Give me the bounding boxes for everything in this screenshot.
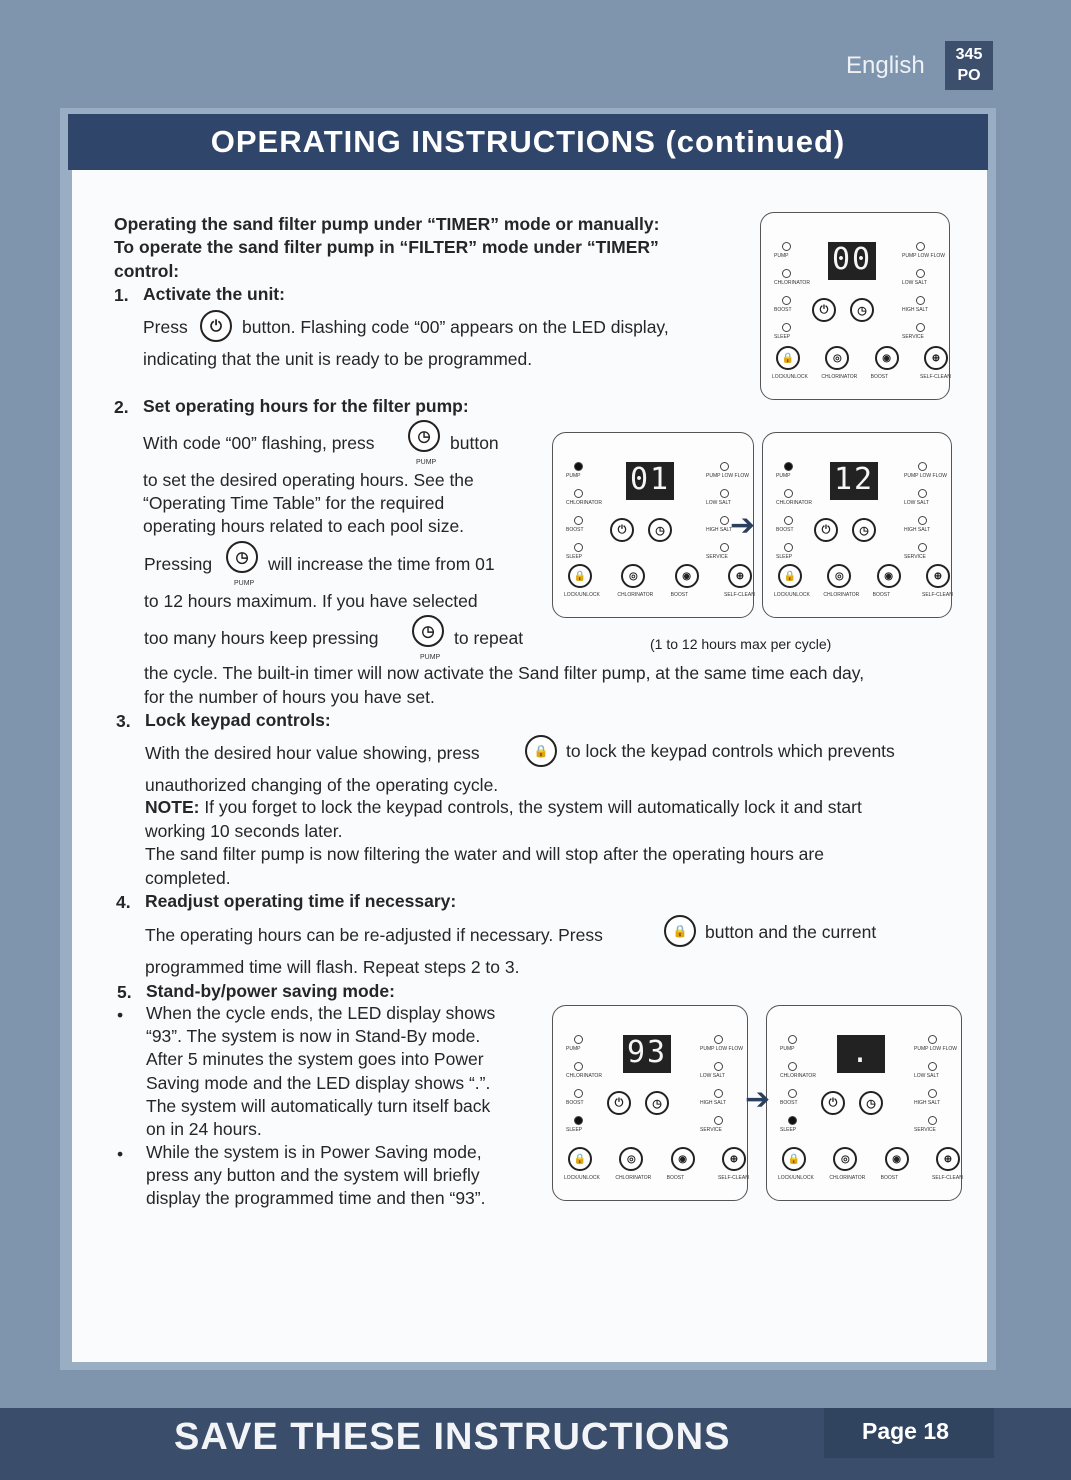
led-display: 93 — [623, 1035, 671, 1073]
button-label: SELF-CLEAN — [724, 592, 755, 598]
button-label: SELF-CLEAN — [920, 374, 951, 380]
note-label: NOTE: — [145, 797, 200, 817]
self-clean-icon: ⊕ — [926, 564, 950, 588]
timer-pump-icon: ◷ — [648, 518, 672, 542]
indicator-label: HIGH SALT — [904, 527, 931, 533]
lock-icon: 🔒 — [782, 1147, 806, 1171]
indicator-led — [788, 1035, 797, 1044]
indicator-label: BOOST — [776, 527, 794, 533]
indicator-led — [714, 1035, 723, 1044]
indicator-led — [720, 516, 729, 525]
indicator-led — [720, 543, 729, 552]
button-label: BOOST — [870, 374, 889, 380]
indicator-led — [928, 1035, 937, 1044]
pump-icon-label: PUMP — [420, 654, 441, 661]
pump-icon-label: PUMP — [416, 459, 437, 466]
indicator-label: SLEEP — [566, 554, 583, 560]
indicator-led — [916, 269, 925, 278]
intro-line: control: — [114, 261, 180, 281]
indicator-label: LOW SALT — [904, 500, 929, 506]
timer-pump-icon: ◷ — [412, 615, 444, 647]
button-label: BOOST — [666, 1175, 685, 1181]
indicator-label: HIGH SALT — [700, 1100, 727, 1106]
step-text: to lock the keypad controls which prevents — [566, 741, 895, 761]
button-label: SELF-CLEAN — [932, 1175, 963, 1181]
indicator-label: LOW SALT — [706, 500, 731, 506]
indicator-label: CHLORINATOR — [774, 280, 810, 286]
button-label: LOCK/UNLOCK — [564, 592, 600, 598]
indicator-led — [928, 1062, 937, 1071]
product-code-top: 345 — [955, 46, 983, 63]
step-heading: Activate the unit: — [143, 284, 285, 304]
indicator-label: PUMP LOW FLOW — [902, 253, 945, 259]
step-text: display the programmed time and then “93”. — [146, 1188, 486, 1208]
product-code-badge — [945, 41, 993, 90]
power-icon: ⏻ — [821, 1091, 845, 1115]
intro-line: To operate the sand filter pump in “FILTER” mode under “TIMER” — [114, 237, 659, 257]
step-heading: Readjust operating time if necessary: — [145, 891, 457, 911]
step-text: to set the desired operating hours. See the — [143, 470, 474, 490]
step-text: Press — [143, 317, 188, 337]
indicator-led — [788, 1089, 797, 1098]
step-text: will increase the time from 01 — [268, 554, 495, 574]
step-text: While the system is in Power Saving mode, — [146, 1142, 482, 1162]
step-text: Saving mode and the LED display shows “.”. — [146, 1073, 491, 1093]
indicator-label: SERVICE — [902, 334, 924, 340]
step-text: operating hours related to each pool size. — [143, 516, 465, 536]
step-text: programmed time will flash. Repeat steps 2 to 3. — [145, 957, 520, 977]
button-label: CHLORINATOR — [823, 592, 860, 598]
indicator-led — [918, 543, 927, 552]
indicator-led — [916, 296, 925, 305]
self-clean-icon: ⊕ — [936, 1147, 960, 1171]
bullet: • — [117, 1005, 124, 1025]
step-number: 3. — [116, 711, 131, 731]
self-clean-icon: ⊕ — [924, 346, 948, 370]
indicator-led — [720, 489, 729, 498]
indicator-led — [918, 462, 927, 471]
step-text: After 5 minutes the system goes into Power — [146, 1049, 484, 1069]
indicator-label: SLEEP — [780, 1127, 797, 1133]
step-heading: Lock keypad controls: — [145, 710, 331, 730]
step-text: working 10 seconds later. — [145, 821, 343, 841]
led-display: . — [837, 1035, 885, 1073]
step-text: indicating that the unit is ready to be programmed. — [143, 349, 533, 369]
indicator-led — [574, 1062, 583, 1071]
indicator-led — [928, 1116, 937, 1125]
indicator-led — [918, 489, 927, 498]
step-text: too many hours keep pressing — [144, 628, 379, 648]
lock-icon: 🔒 — [664, 915, 696, 947]
indicator-label: SLEEP — [776, 554, 793, 560]
indicator-label: PUMP LOW FLOW — [914, 1046, 957, 1052]
led-display: 12 — [830, 462, 878, 500]
page-number: Page 18 — [862, 1418, 949, 1444]
self-clean-icon: ⊕ — [722, 1147, 746, 1171]
indicator-label: HIGH SALT — [902, 307, 929, 313]
step-number: 5. — [117, 982, 132, 1002]
indicator-label: SERVICE — [904, 554, 926, 560]
indicator-led — [784, 489, 793, 498]
indicator-label: PUMP — [774, 253, 789, 259]
timer-pump-icon: ◷ — [852, 518, 876, 542]
boost-icon: ◉ — [885, 1147, 909, 1171]
step-text: “93”. The system is now in Stand-By mode. — [146, 1026, 481, 1046]
indicator-label: PUMP — [780, 1046, 795, 1052]
step-text: to 12 hours maximum. If you have selected — [144, 591, 478, 611]
chlorinator-icon: ◎ — [621, 564, 645, 588]
chlorinator-icon: ◎ — [825, 346, 849, 370]
led-display: 01 — [626, 462, 674, 500]
indicator-label: SLEEP — [566, 1127, 583, 1133]
button-label: LOCK/UNLOCK — [778, 1175, 814, 1181]
indicator-label: BOOST — [780, 1100, 798, 1106]
indicator-label: BOOST — [774, 307, 792, 313]
chlorinator-icon: ◎ — [619, 1147, 643, 1171]
boost-icon: ◉ — [877, 564, 901, 588]
indicator-led — [788, 1062, 797, 1071]
indicator-label: PUMP — [566, 1046, 581, 1052]
indicator-led — [574, 489, 583, 498]
button-label: LOCK/UNLOCK — [772, 374, 808, 380]
step-text: button — [450, 433, 499, 453]
indicator-label: LOW SALT — [902, 280, 927, 286]
button-label: BOOST — [872, 592, 891, 598]
lock-icon: 🔒 — [778, 564, 802, 588]
section-title: OPERATING INSTRUCTIONS (continued) — [68, 114, 988, 170]
timer-pump-icon: ◷ — [859, 1091, 883, 1115]
indicator-led — [782, 242, 791, 251]
lock-icon: 🔒 — [776, 346, 800, 370]
step-text: on in 24 hours. — [146, 1119, 262, 1139]
timer-pump-icon: ◷ — [226, 541, 258, 573]
chlorinator-icon: ◎ — [833, 1147, 857, 1171]
button-label: LOCK/UNLOCK — [564, 1175, 600, 1181]
led-display: 00 — [828, 242, 876, 280]
indicator-label: CHLORINATOR — [780, 1073, 816, 1079]
indicator-label: PUMP — [566, 473, 581, 479]
arrow-right-icon: ➔ — [730, 509, 756, 542]
step-text: The sand filter pump is now filtering the water and will stop after the operating hours are — [145, 844, 824, 864]
indicator-led — [782, 296, 791, 305]
indicator-label: PUMP LOW FLOW — [700, 1046, 743, 1052]
lock-icon: 🔒 — [568, 564, 592, 588]
boost-icon: ◉ — [675, 564, 699, 588]
indicator-led — [784, 462, 793, 471]
button-label: SELF-CLEAN — [922, 592, 953, 598]
panel-caption: (1 to 12 hours max per cycle) — [650, 636, 832, 652]
indicator-label: SERVICE — [700, 1127, 722, 1133]
indicator-led — [918, 516, 927, 525]
indicator-led — [916, 323, 925, 332]
indicator-led — [784, 543, 793, 552]
button-label: CHLORINATOR — [617, 592, 654, 598]
button-label: CHLORINATOR — [829, 1175, 866, 1181]
step-text: completed. — [145, 868, 231, 888]
step-text: unauthorized changing of the operating cycle. — [145, 775, 499, 795]
indicator-label: BOOST — [566, 527, 584, 533]
step-number: 1. — [114, 285, 129, 305]
indicator-label: PUMP LOW FLOW — [706, 473, 749, 479]
step-text: With the desired hour value showing, press — [145, 743, 480, 763]
timer-pump-icon: ◷ — [645, 1091, 669, 1115]
indicator-label: PUMP — [776, 473, 791, 479]
indicator-led — [574, 462, 583, 471]
button-label: SELF-CLEAN — [718, 1175, 749, 1181]
indicator-label: LOW SALT — [700, 1073, 725, 1079]
indicator-led — [782, 269, 791, 278]
indicator-led — [714, 1089, 723, 1098]
indicator-led — [788, 1116, 797, 1125]
button-label: LOCK/UNLOCK — [774, 592, 810, 598]
indicator-led — [574, 1035, 583, 1044]
note-text: If you forget to lock the keypad controls, the system will automatically lock it and start — [199, 797, 862, 817]
power-icon: ⏻ — [814, 518, 838, 542]
step-text: to repeat — [454, 628, 524, 648]
step-text: With code “00” flashing, press — [143, 433, 375, 453]
step-text: press any button and the system will briefly — [146, 1165, 480, 1185]
indicator-led — [784, 516, 793, 525]
intro-line: Operating the sand filter pump under “TIMER” mode or manually: — [114, 214, 660, 234]
button-label: BOOST — [670, 592, 689, 598]
indicator-led — [574, 1116, 583, 1125]
indicator-label: CHLORINATOR — [566, 500, 602, 506]
step-text: When the cycle ends, the LED display shows — [146, 1003, 496, 1023]
indicator-label: CHLORINATOR — [566, 1073, 602, 1079]
indicator-led — [916, 242, 925, 251]
indicator-label: HIGH SALT — [914, 1100, 941, 1106]
timer-pump-icon: ◷ — [408, 420, 440, 452]
step-heading: Stand-by/power saving mode: — [146, 981, 395, 1001]
bullet: • — [117, 1144, 124, 1164]
chlorinator-icon: ◎ — [827, 564, 851, 588]
button-label: CHLORINATOR — [821, 374, 858, 380]
indicator-led — [574, 1089, 583, 1098]
language-label: English — [846, 52, 925, 79]
boost-icon: ◉ — [875, 346, 899, 370]
indicator-led — [574, 516, 583, 525]
indicator-led — [928, 1089, 937, 1098]
power-icon: ⏻ — [812, 298, 836, 322]
step-text: The system will automatically turn itself back — [146, 1096, 491, 1116]
button-label: CHLORINATOR — [615, 1175, 652, 1181]
product-code-bottom: PO — [957, 67, 981, 84]
power-icon: ⏻ — [607, 1091, 631, 1115]
indicator-led — [714, 1116, 723, 1125]
step-text: The operating hours can be re-adjusted if necessary. Press — [145, 925, 603, 945]
indicator-led — [720, 462, 729, 471]
indicator-label: PUMP LOW FLOW — [904, 473, 947, 479]
indicator-label: HIGH SALT — [706, 527, 733, 533]
step-note — [145, 796, 862, 819]
timer-pump-icon: ◷ — [850, 298, 874, 322]
power-icon: ⏻ — [610, 518, 634, 542]
button-label: BOOST — [880, 1175, 899, 1181]
indicator-label: BOOST — [566, 1100, 584, 1106]
indicator-label: SLEEP — [774, 334, 791, 340]
indicator-led — [714, 1062, 723, 1071]
arrow-right-icon: ➔ — [745, 1083, 771, 1116]
boost-icon: ◉ — [671, 1147, 695, 1171]
self-clean-icon: ⊕ — [728, 564, 752, 588]
step-number: 2. — [114, 397, 129, 417]
indicator-label: CHLORINATOR — [776, 500, 812, 506]
save-instructions-label: SAVE THESE INSTRUCTIONS — [174, 1416, 731, 1458]
lock-icon: 🔒 — [525, 735, 557, 767]
step-text: “Operating Time Table” for the required — [143, 493, 445, 513]
indicator-label: LOW SALT — [914, 1073, 939, 1079]
pump-icon-label: PUMP — [234, 580, 255, 587]
indicator-label: SERVICE — [914, 1127, 936, 1133]
indicator-label: SERVICE — [706, 554, 728, 560]
step-number: 4. — [116, 892, 131, 912]
indicator-led — [574, 543, 583, 552]
step-text: for the number of hours you have set. — [144, 687, 435, 707]
indicator-led — [782, 323, 791, 332]
step-text: button and the current — [705, 922, 877, 942]
lock-icon: 🔒 — [568, 1147, 592, 1171]
step-heading: Set operating hours for the filter pump: — [143, 396, 469, 416]
step-text: button. Flashing code “00” appears on the LED display, — [242, 317, 669, 337]
step-text: Pressing — [144, 554, 213, 574]
step-text: the cycle. The built-in timer will now activate the Sand filter pump, at the same time each day, — [144, 663, 865, 683]
power-icon: ⏻ — [200, 310, 232, 342]
